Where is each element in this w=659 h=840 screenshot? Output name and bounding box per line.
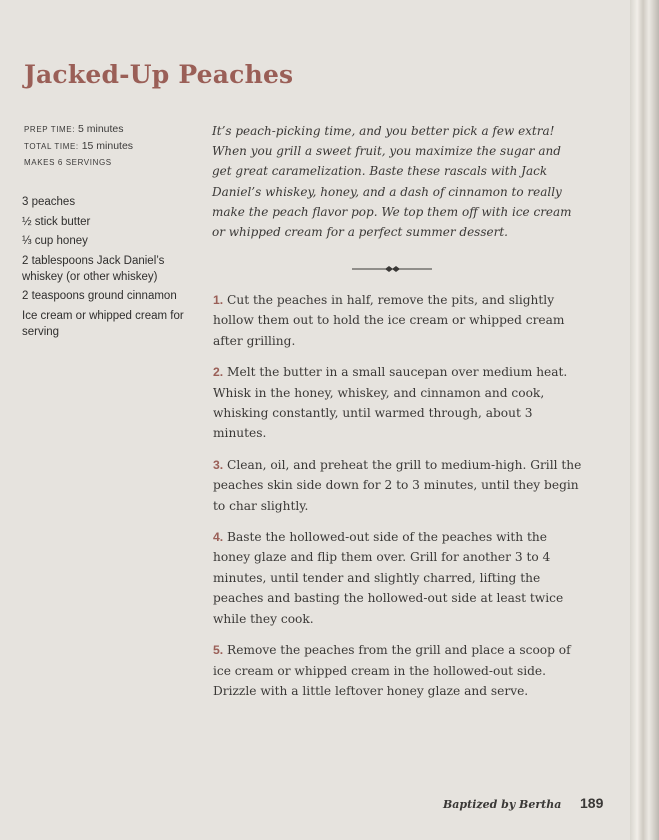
step-number: 4. — [213, 530, 224, 545]
step-item — [213, 362, 585, 444]
total-time — [24, 138, 133, 155]
recipe-title: Jacked-Up Peaches — [24, 60, 294, 89]
step-text: Baste the hollowed-out side of the peaches with the honey glaze and flip them over. Grill for another 3 to 4 minutes, until tender and slightly charred, lifting the peaches and basting the hollowed-out side at least twice while they cook. — [213, 530, 564, 626]
step-item — [213, 527, 585, 629]
ornament-divider — [352, 263, 432, 275]
recipe-steps — [213, 290, 585, 712]
step-text: Melt the butter in a small saucepan over medium heat. Whisk in the honey, whiskey, and cinnamon and cook, whisking constantly, until warmed through, about 3 minutes. — [213, 365, 568, 441]
total-time-value: 15 minutes — [81, 140, 134, 152]
step-number: 5. — [213, 643, 224, 658]
step-text: Clean, oil, and preheat the grill to medium-high. Grill the peaches skin side down for 2 to 3 minutes, until they begin to char slightly. — [213, 457, 582, 513]
ingredient-item: 2 teaspoons ground cinnamon — [22, 290, 177, 302]
prep-time-value: 5 minutes — [77, 123, 124, 135]
step-item — [213, 640, 585, 701]
page-edge — [630, 0, 659, 840]
total-time-label: TOTAL TIME: — [24, 142, 79, 151]
ingredient-item: 2 tablespoons Jack Daniel’s whiskey (or other whiskey) — [22, 254, 165, 283]
servings: MAKES 6 SERVINGS — [24, 158, 112, 167]
ingredient-item: Ice cream or whipped cream for serving — [22, 309, 184, 338]
prep-time-label: PREP TIME: — [24, 125, 76, 134]
step-number: 3. — [213, 457, 224, 472]
step-item — [213, 455, 585, 516]
step-number: 2. — [213, 365, 224, 380]
prep-time — [24, 121, 133, 138]
step-number: 1. — [213, 293, 224, 307]
recipe-intro: It’s peach-picking time, and you better pick a few extra! When you grill a sweet fruit, you maximize the sugar and get great caramelization. Baste these rascals with Jack Daniel’s whiskey, honey, and a dash of cinnamon to really make the peach flavor pop. We top them off with ice cream or whipped cream for a perfect summer dessert. — [212, 124, 572, 240]
book-title-footer: Baptized by Bertha — [443, 798, 562, 811]
ingredient-item: ½ stick butter — [22, 215, 91, 228]
recipe-meta — [24, 121, 133, 171]
ingredient-item: ⅓ cup honey — [22, 235, 88, 247]
step-item — [213, 290, 585, 351]
ingredient-item: 3 peaches — [22, 196, 76, 208]
step-text: Cut the peaches in half, remove the pits, and slightly hollow them out to hold the ice cream or whipped cream after grilling. — [213, 293, 565, 348]
step-text: Remove the peaches from the grill and place a scoop of ice cream or whipped cream in the hollowed-out side. Drizzle with a little leftover honey glaze and serve. — [213, 643, 571, 698]
ingredient-list — [22, 194, 202, 343]
page-number: 189 — [580, 795, 604, 811]
